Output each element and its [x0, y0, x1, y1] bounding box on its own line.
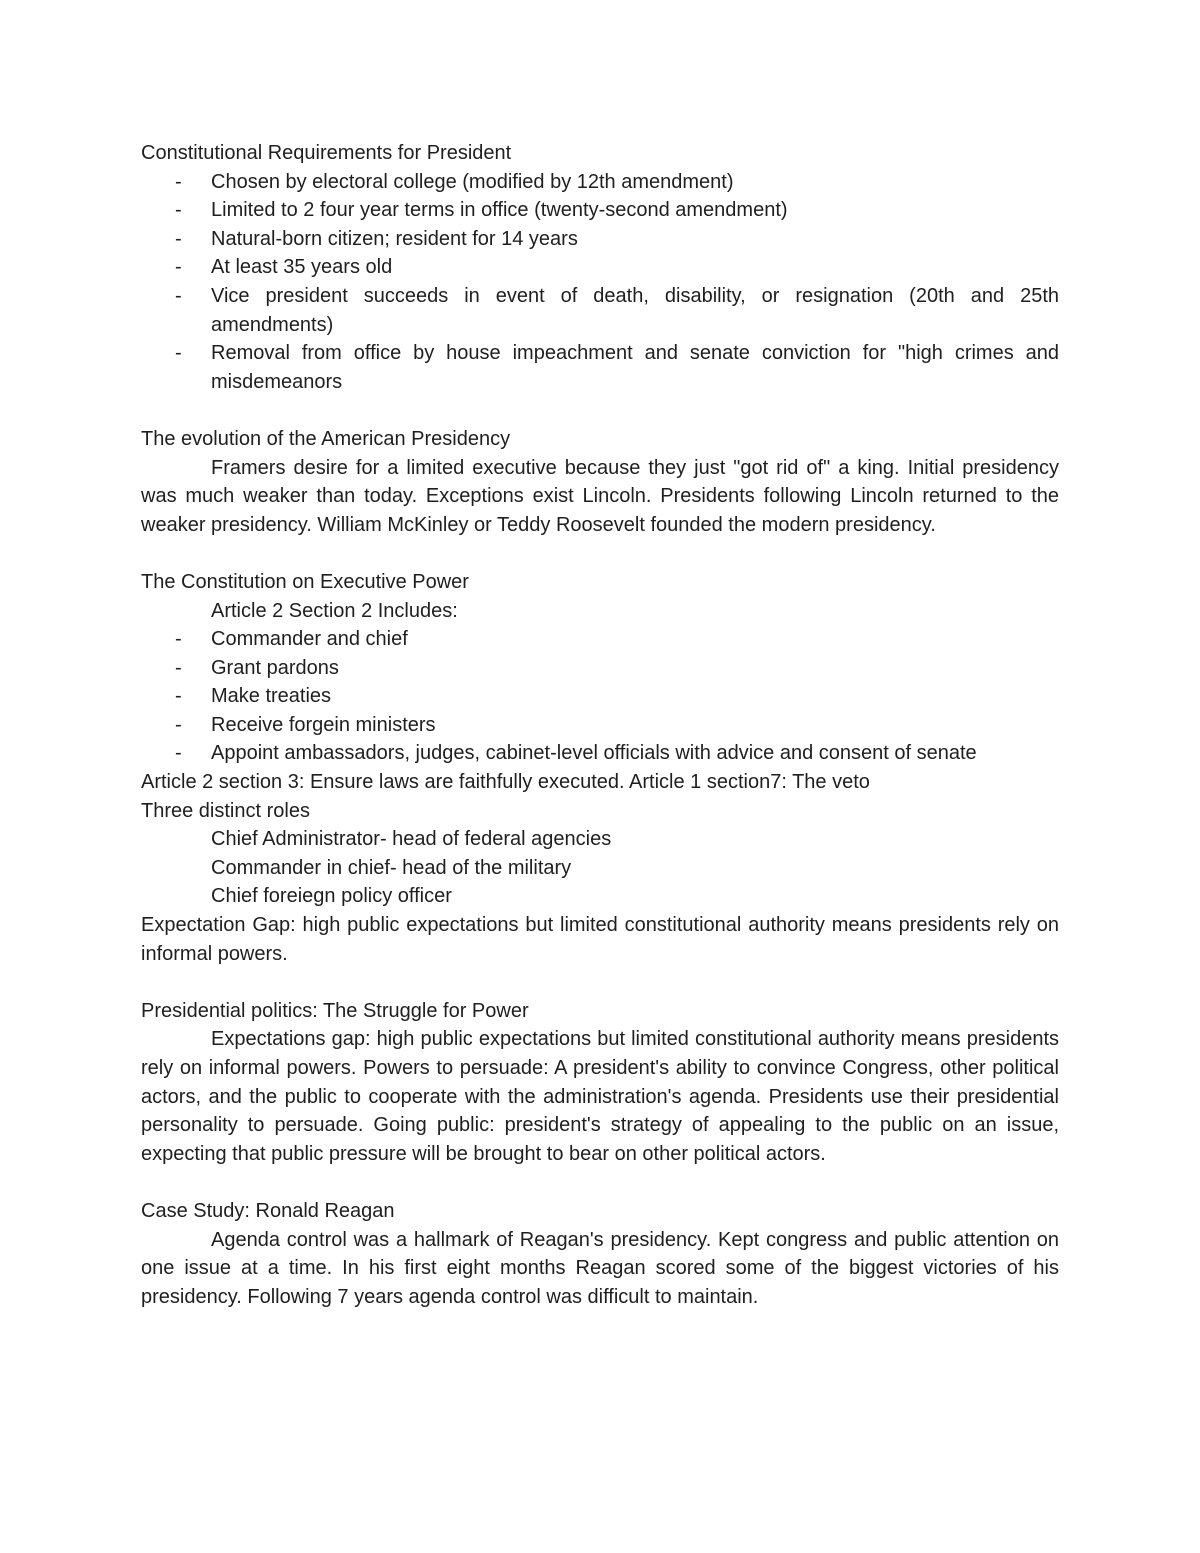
powers-list	[141, 625, 1059, 768]
list-item: - Limited to 2 four year terms in office (twenty-second amendment)	[141, 196, 1059, 225]
spacer	[141, 968, 1059, 997]
list-item: - Grant pardons	[141, 654, 1059, 683]
dash-bullet: -	[175, 713, 182, 736]
section-heading-politics: Presidential politics: The Struggle for Power	[141, 999, 529, 1022]
dash-bullet: -	[175, 199, 182, 222]
list-item: - Appoint ambassadors, judges, cabinet-level officials with advice and consent of senate	[141, 739, 1059, 768]
list-item: - Make treaties	[141, 682, 1059, 711]
list-item: - Vice president succeeds in event of death, disability, or resignation (20th and 25th amendments)	[141, 282, 1059, 339]
case-study-paragraph: Agenda control was a hallmark of Reagan's presidency. Kept congress and public attention on one issue at a time. In his first eight months Reagan scored some of the biggest victories of his presidency. Following 7 years agenda control was difficult to maintain.	[141, 1228, 1059, 1308]
list-item: - Receive forgein ministers	[141, 711, 1059, 740]
spacer	[141, 396, 1059, 425]
article-line: Article 2 section 3: Ensure laws are faithfully executed. Article 1 section7: The veto	[141, 771, 870, 794]
dash-bullet: -	[175, 742, 182, 765]
role-item: Chief Administrator- head of federal agencies	[211, 828, 612, 851]
spacer	[141, 1168, 1059, 1197]
requirements-list	[141, 168, 1059, 397]
dash-bullet: -	[175, 170, 182, 193]
article-subheading: Article 2 Section 2 Includes:	[211, 599, 458, 622]
roles-heading: Three distinct roles	[141, 799, 310, 822]
dash-bullet: -	[175, 342, 182, 365]
list-item: - Removal from office by house impeachment and senate conviction for "high crimes and misdemeanors	[141, 339, 1059, 396]
spacer	[141, 539, 1059, 568]
section-heading-executive-power: The Constitution on Executive Power	[141, 570, 469, 593]
list-item: - Commander and chief	[141, 625, 1059, 654]
list-item: - Natural-born citizen; resident for 14 years	[141, 225, 1059, 254]
section-heading-case-study: Case Study: Ronald Reagan	[141, 1199, 395, 1222]
section-heading-evolution: The evolution of the American Presidency	[141, 427, 511, 450]
document-body	[141, 139, 1059, 1311]
list-item: - At least 35 years old	[141, 253, 1059, 282]
dash-bullet: -	[175, 656, 182, 679]
dash-bullet: -	[175, 628, 182, 651]
section-heading-requirements: Constitutional Requirements for President	[141, 142, 512, 164]
role-item: Chief foreiegn policy officer	[211, 885, 452, 908]
dash-bullet: -	[175, 284, 182, 307]
role-item: Commander in chief- head of the military	[211, 856, 572, 879]
evolution-paragraph: Framers desire for a limited executive because they just "got rid of" a king. Initial presidency was much weaker than today. Exceptions exist Lincoln. Presidents following Lincoln returned to the weaker presidency. William McKinley or Teddy Roosevelt founded the modern presidency.	[141, 456, 1059, 536]
politics-paragraph: Expectations gap: high public expectations but limited constitutional authority means presidents rely on informal powers. Powers to persuade: A president's ability to convince Congress, other political actors, and the public to cooperate with the administration's agenda. Presidents use their presidential personality to persuade. Going public: president's strategy of appealing to the public on an issue, expecting that public pressure will be brought to bear on other political actors.	[141, 1028, 1059, 1165]
expectation-gap-text: Expectation Gap: high public expectations but limited constitutional authority means presidents rely on informal powers.	[141, 914, 1059, 965]
dash-bullet: -	[175, 227, 182, 250]
dash-bullet: -	[175, 256, 182, 279]
dash-bullet: -	[175, 685, 182, 708]
list-item: - Chosen by electoral college (modified by 12th amendment)	[141, 168, 1059, 197]
